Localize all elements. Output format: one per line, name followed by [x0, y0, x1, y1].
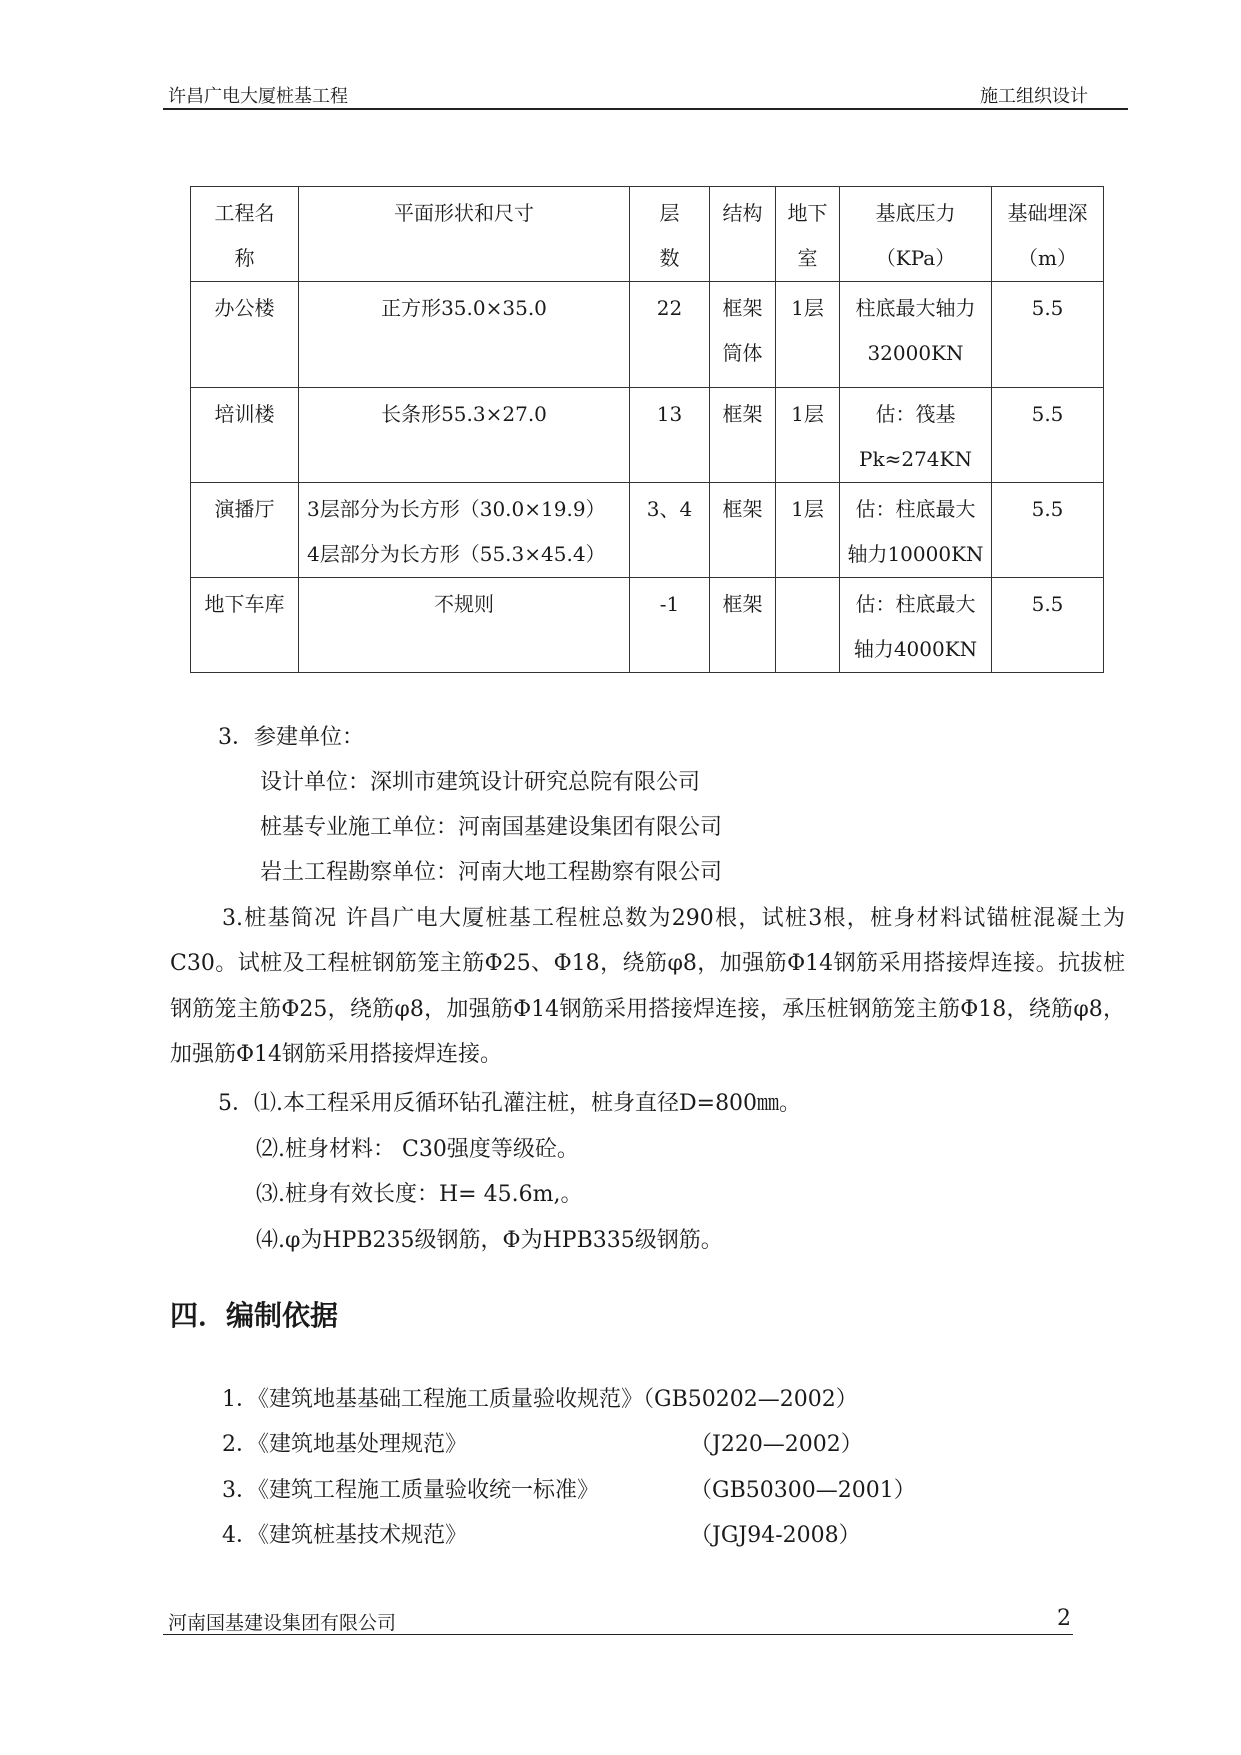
cell-floors: 3、4 — [630, 483, 710, 578]
pile-summary-paragraph: 3.桩基简况 许昌广电大厦桩基工程桩总数为290根，试桩3根，桩身材料试锚桩混凝土为C30。试桩及工程桩钢筋笼主筋Φ25、Φ18，绕筋φ8，加强筋Φ14钢筋采用搭接焊连接。抗拔桩钢筋笼主筋Φ25，绕筋φ8，加强筋Φ14钢筋采用搭接焊连接，承压桩钢筋笼主筋Φ18，绕筋φ8，加强筋Φ14钢筋采用搭接焊连接。 — [170, 906, 1125, 1067]
cell-depth: 5.5 — [992, 483, 1104, 578]
building-spec-table — [190, 186, 1104, 673]
reference-code: （J220—2002） — [690, 1432, 863, 1457]
footer-divider — [163, 1634, 1073, 1635]
header-cell-depth: 基础埋深 （m） — [992, 187, 1104, 282]
cell-basement — [776, 578, 840, 673]
item5-line4: ⑷.φ为HPB235级钢筋，Φ为HPB335级钢筋。 — [256, 1228, 723, 1253]
reference-item: 4．《建筑桩基技术规范》 — [222, 1523, 467, 1548]
units-heading: 3．参建单位： — [218, 725, 364, 750]
cell-shape: 正方形35.0×35.0 — [299, 282, 630, 388]
survey-unit: 岩土工程勘察单位：河南大地工程勘察有限公司 — [260, 860, 723, 885]
header-cell-name: 工程名 称 — [191, 187, 299, 282]
cell-pressure: 柱底最大轴力 32000KN — [840, 282, 992, 388]
cell-depth: 5.5 — [992, 578, 1104, 673]
cell-structure: 框架 — [710, 483, 776, 578]
table-row — [191, 388, 1104, 483]
cell-basement: 1层 — [776, 282, 840, 388]
design-unit: 设计单位：深圳市建筑设计研究总院有限公司 — [260, 770, 701, 795]
cell-shape: 不规则 — [299, 578, 630, 673]
pile-contractor: 桩基专业施工单位：河南国基建设集团有限公司 — [260, 815, 723, 840]
cell-name: 演播厅 — [191, 483, 299, 578]
header-project-title: 许昌广电大厦桩基工程 — [168, 86, 348, 107]
cell-floors: 22 — [630, 282, 710, 388]
header-cell-basement: 地下 室 — [776, 187, 840, 282]
cell-structure: 框架 筒体 — [710, 282, 776, 388]
header-doc-type: 施工组织设计 — [980, 86, 1088, 107]
cell-shape: 3层部分为长方形（30.0×19.9） 4层部分为长方形（55.3×45.4） — [299, 483, 630, 578]
reference-item: 3．《建筑工程施工质量验收统一标准》 — [222, 1478, 599, 1503]
table-row — [191, 483, 1104, 578]
cell-depth: 5.5 — [992, 388, 1104, 483]
section-title: 四．编制依据 — [170, 1299, 339, 1332]
cell-floors: 13 — [630, 388, 710, 483]
table-row — [191, 282, 1104, 388]
header-cell-floors: 层 数 — [630, 187, 710, 282]
header-cell-shape: 平面形状和尺寸 — [299, 187, 630, 282]
item5-line2: ⑵.桩身材料： C30强度等级砼。 — [256, 1137, 579, 1162]
reference-item: 1．《建筑地基基础工程施工质量验收规范》（GB50202—2002） — [222, 1387, 858, 1412]
cell-name: 办公楼 — [191, 282, 299, 388]
item5-line1: 5．⑴.本工程采用反循环钻孔灌注桩，桩身直径D=800㎜。 — [218, 1091, 802, 1116]
header-divider — [163, 108, 1128, 110]
header-cell-structure: 结构 — [710, 187, 776, 282]
reference-code: （JGJ94-2008） — [690, 1523, 861, 1548]
cell-name: 地下车库 — [191, 578, 299, 673]
cell-floors: -1 — [630, 578, 710, 673]
footer-company: 河南国基建设集团有限公司 — [168, 1612, 397, 1634]
cell-pressure: 估：柱底最大 轴力4000KN — [840, 578, 992, 673]
cell-name: 培训楼 — [191, 388, 299, 483]
table-row — [191, 578, 1104, 673]
cell-pressure: 估：柱底最大 轴力10000KN — [840, 483, 992, 578]
cell-shape: 长条形55.3×27.0 — [299, 388, 630, 483]
item5-line3: ⑶.桩身有效长度：H= 45.6m,。 — [256, 1182, 583, 1207]
cell-basement: 1层 — [776, 388, 840, 483]
table-header-row — [191, 187, 1104, 282]
cell-structure: 框架 — [710, 578, 776, 673]
cell-structure: 框架 — [710, 388, 776, 483]
page-number: 2 — [1057, 1606, 1071, 1631]
cell-basement: 1层 — [776, 483, 840, 578]
cell-pressure: 估：筏基 Pk≈274KN — [840, 388, 992, 483]
cell-depth: 5.5 — [992, 282, 1104, 388]
header-cell-pressure: 基底压力 （KPa） — [840, 187, 992, 282]
reference-code: （GB50300—2001） — [690, 1478, 916, 1503]
reference-item: 2．《建筑地基处理规范》 — [222, 1432, 467, 1457]
